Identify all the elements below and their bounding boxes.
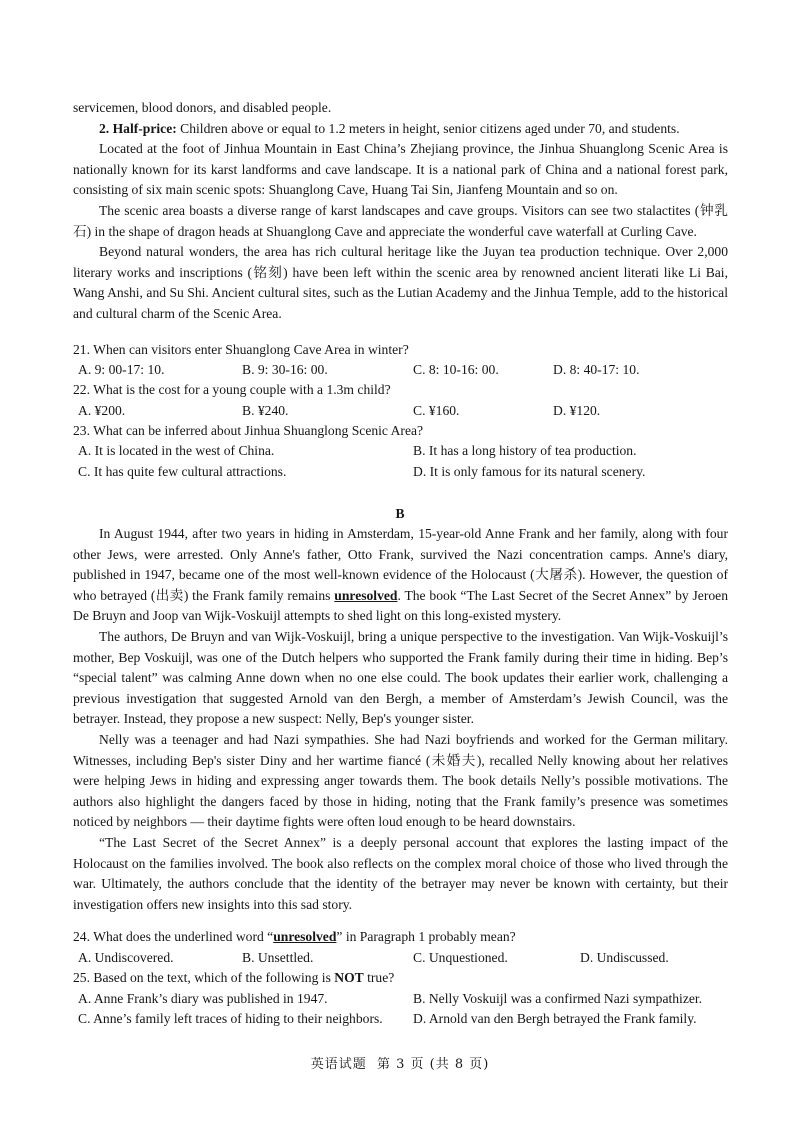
question-24 — [73, 927, 733, 947]
question-text: 24. What does the underlined word “ — [73, 929, 274, 944]
question-24-options — [73, 948, 733, 968]
option-c: C. Unquestioned. — [413, 950, 508, 965]
bold-word: NOT — [334, 970, 364, 985]
option-b: B. 9: 30-16: 00. — [242, 362, 328, 377]
half-price-label: 2. Half-price: — [99, 120, 177, 136]
underlined-word: unresolved — [273, 929, 337, 944]
question-23-options-cd — [73, 462, 733, 482]
option-a: A. Anne Frank’s diary was published in 1947. — [78, 991, 328, 1006]
option-c: C. Anne’s family left traces of hiding to their neighbors. — [78, 1011, 383, 1026]
option-a: A. 9: 00-17: 10. — [78, 362, 165, 377]
paragraph-culture: Beyond natural wonders, the area has rich cultural heritage like the Juyan tea production technique. Over 2,000 literary works and inscriptions (铭刻) have been left within the scenic area by renowned ancient literati like Li Bai, Wang Anshi, and Su Shi. Ancient cultural sites, such as the Lutian Academy and the Jinhua Temple, add to the historical and cultural charm of the Scenic Area. — [73, 244, 728, 321]
question-text: 25. Based on the text, which of the following is — [73, 970, 335, 985]
question-25-options-ab — [73, 989, 733, 1009]
option-c: C. It has quite few cultural attractions. — [78, 464, 287, 479]
section-b-heading: B — [395, 506, 405, 521]
option-c: C. ¥160. — [413, 403, 460, 418]
half-price-text: Children above or equal to 1.2 meters in height, senior citizens aged under 70, and students. — [176, 120, 680, 136]
question-22: 22. What is the cost for a young couple with a 1.3m child? — [73, 382, 391, 397]
question-25-options-cd — [73, 1009, 733, 1029]
half-price-paragraph — [73, 119, 728, 140]
option-d: D. 8: 40-17: 10. — [553, 362, 640, 377]
option-b: B. It has a long history of tea production. — [413, 443, 637, 458]
underlined-word: unresolved — [334, 587, 398, 603]
section-b-text — [73, 524, 728, 915]
paragraph-landscapes: The scenic area boasts a diverse range of karst landscapes and cave groups. Visitors can see two stalactites (钟乳石) in the shape of dragon heads at Shuanglong Cave and appreciate the wonderful cave waterfall at Curling Cave. — [73, 202, 728, 239]
paragraph-conclusion: “The Last Secret of the Secret Annex” is a deeply personal account that explores the lasting impact of the Holocaust on the families involved. The book also reflects on the complex moral choice of those who lived through the war. Ultimately, the authors conclude that the identity of the betrayer may never be known with certainty, but their investigation offers new insights into this sad story. — [73, 834, 728, 912]
page-footer: 英语试题 第 3 页 (共 8 页) — [310, 1057, 490, 1072]
paragraph-location: Located at the foot of Jinhua Mountain in East China’s Zhejiang province, the Jinhua Shuanglong Scenic Area is nationally known for its karst landforms and cave landscape. It is a national park of China and a national forest park, consisting of six main scenic spots: Shuanglong Cave, Huang Tai Sin, Jianfeng Mountain and so on. — [73, 141, 728, 198]
paragraph-text: . The book “The Last Secret of the Secret Annex” by Jeroen De Bruyn and Joop van Wijk-Voskuijl attempts to shed light on this long-existed mystery. — [73, 587, 728, 624]
option-c: C. 8: 10-16: 00. — [413, 362, 499, 377]
option-d: D. It is only famous for its natural scenery. — [413, 464, 646, 479]
option-b: B. Unsettled. — [242, 950, 314, 965]
option-d: D. Undiscussed. — [580, 950, 669, 965]
question-text: true? — [363, 970, 395, 985]
paragraph-anne-frank — [73, 524, 728, 627]
option-b: B. Nelly Voskuijl was a confirmed Nazi sympathizer. — [413, 991, 703, 1006]
option-a: A. Undiscovered. — [78, 950, 174, 965]
paragraph-authors: The authors, De Bruyn and van Wijk-Voskuijl, bring a unique perspective to the investigation. Van Wijk-Voskuijl’s mother, Bep Voskuijl, was one of the Dutch helpers who supported the Frank family during their time in hiding. Bep’s “special talent” was calming Anne down when no one else could. The book updates their earlier work, challenging a previous investigation that suggested Arnold van den Bergh, a member of Amsterdam’s Jewish Council, was the betrayer. Instead, they propose a new suspect: Nelly, Bep's younger sister. — [73, 628, 728, 727]
option-b: B. ¥240. — [242, 403, 289, 418]
question-21-options — [73, 360, 733, 380]
option-a: A. It is located in the west of China. — [78, 443, 275, 458]
question-text: ” in Paragraph 1 probably mean? — [336, 929, 516, 944]
option-a: A. ¥200. — [78, 403, 126, 418]
question-25 — [73, 968, 733, 988]
section-a-text — [73, 98, 728, 325]
paragraph-nelly: Nelly was a teenager and had Nazi sympathies. She had Nazi boyfriends and worked for the German military. Witnesses, including Bep's sister Diny and her wartime fiancé (未婚夫), recalled Nelly knowing about her relatives were helping Jews in hiding and expressing anger towards them. The book details Nelly’s possible motivations. The authors also highlight the dangers faced by those in hiding, noting that the Frank family’s presence was sometimes noticed by neighbors — their daytime fights were often loud enough to be heard downstairs. — [73, 731, 728, 830]
question-23: 23. What can be inferred about Jinhua Shuanglong Scenic Area? — [73, 423, 424, 438]
paragraph-text: In August 1944, after two years in hiding in Amsterdam, 15-year-old Anne Frank and her family, along with four other Jews, were arrested. Only Anne's father, Otto Frank, survived the Nazi concentration camps. Anne's diary, published in 1947, became one of the most well-known evidence of the Holocaust (大屠杀). However, the question of who betrayed (出卖) the Frank family remains — [73, 526, 728, 603]
option-d: D. ¥120. — [553, 403, 601, 418]
option-d: D. Arnold van den Bergh betrayed the Frank family. — [413, 1011, 697, 1026]
question-23-options-ab — [73, 441, 733, 461]
continued-line: servicemen, blood donors, and disabled people. — [73, 100, 332, 115]
question-22-options — [73, 401, 733, 421]
question-21: 21. When can visitors enter Shuanglong Cave Area in winter? — [73, 342, 409, 357]
